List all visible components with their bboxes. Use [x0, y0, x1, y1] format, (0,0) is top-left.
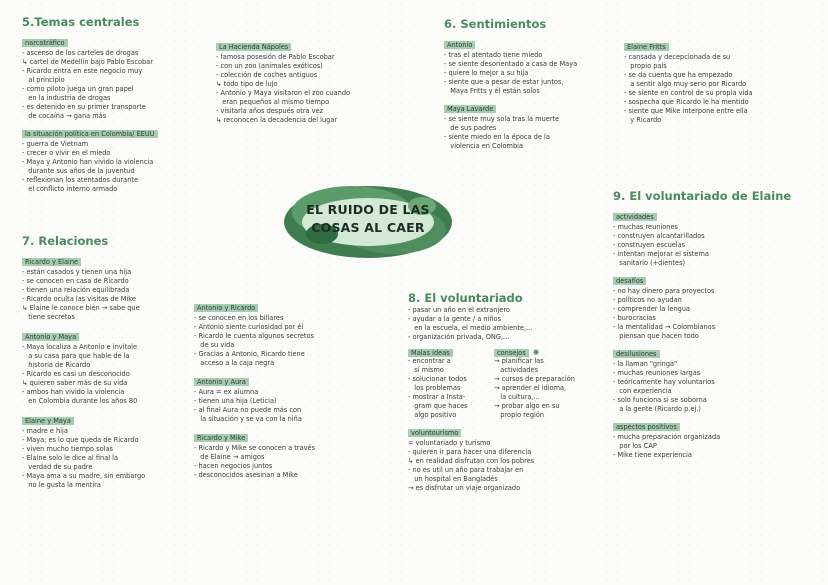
note-line: - teóricamente hay voluntarios	[613, 378, 715, 386]
group-label: la situación política en Colombia/ EEUU	[22, 130, 158, 138]
note-line: → aprender el idioma,	[494, 384, 567, 392]
note-line: - pasar un año en el extranjero	[408, 306, 510, 314]
note-line: - organización privada, ONG,...	[408, 333, 510, 341]
title-badge	[282, 182, 454, 262]
note-line: - construyen escuelas	[613, 241, 686, 249]
group-lines	[216, 53, 350, 125]
group-lines	[613, 223, 791, 268]
group-label: Ricardo y Mike	[194, 434, 248, 442]
note-line: - Ricardo es casi un desconocido	[22, 370, 130, 378]
note-line: - comprender la lengua	[613, 305, 691, 313]
group-label: Antonio y Ricardo	[194, 304, 258, 312]
group-label: Antonio	[444, 41, 475, 49]
group-lines	[194, 314, 315, 368]
note-line: al principio	[22, 76, 65, 84]
group-lines	[444, 51, 577, 96]
group-lines	[613, 287, 791, 341]
bad-ideas-column	[408, 348, 488, 420]
note-line: en la escuela, el medio ambiente,...	[408, 324, 533, 332]
note-line: - ascenso de los carteles de drogas	[22, 49, 139, 57]
section-7-heading: 7. Relaciones	[22, 234, 109, 248]
note-line: de Elaine → amigos	[194, 453, 265, 461]
section-6-heading: 6. Sentimientos	[444, 17, 547, 31]
section-9-heading: 9. El voluntariado de Elaine	[613, 189, 792, 203]
group-label: voluntourismo	[408, 429, 461, 437]
note-line: - Maya localiza a Antonio e invitale	[22, 343, 138, 351]
note-line: - se da cuenta que ha empezado	[624, 71, 733, 79]
group-label: Maya Lavarde	[444, 105, 496, 113]
note-line: - es detenido en su primer transporte	[22, 103, 146, 111]
group-label: narcotráfico	[22, 39, 68, 47]
note-line: durante sus años de la juventud	[22, 167, 135, 175]
group-lines	[22, 49, 158, 121]
note-line: - Aura = ex alumna	[194, 388, 259, 396]
note-line: - siente que Mike interpone entre ella	[624, 107, 748, 115]
group-lines	[494, 357, 575, 420]
section-temas-centrales	[22, 15, 158, 194]
note-line: - solucionar todos	[408, 375, 467, 383]
note-line: - Antonio y Maya visitaron el zoo cuando	[216, 89, 351, 97]
note-line: → es disfrutar un viaje organizado	[408, 484, 521, 492]
note-line: ↳ quieren saber más de su vida	[22, 379, 128, 387]
group-label: Antonio y Maya	[22, 333, 79, 341]
section-relaciones-2	[194, 295, 315, 480]
note-line: - construyen alcantarillados	[613, 232, 705, 240]
note-line: ↳ reconocen la decadencia del lugar	[216, 116, 338, 124]
note-line: - cansada y decepcionada de su	[624, 53, 731, 61]
group-lines	[613, 360, 791, 414]
note-line: - Maya ama a su madre, sin embargo	[22, 472, 146, 480]
title-line-2: COSAS AL CAER	[311, 220, 425, 235]
group-lines	[194, 388, 315, 424]
note-line: - madre e hija	[22, 427, 68, 435]
note-line: - ambos han vivido la violencia	[22, 388, 125, 396]
note-line: - Ricardo oculta las visitas de Mike	[22, 295, 136, 303]
note-line: con experiencia	[613, 387, 672, 395]
note-line: - visitarla años después otra vez	[216, 107, 324, 115]
note-line: - Mike tiene experiencia	[613, 451, 692, 459]
note-line: - mucha preparación organizada	[613, 433, 721, 441]
note-line: - como piloto juega un gran papel	[22, 85, 134, 93]
note-line: no le gusta la mentira	[22, 481, 101, 489]
note-line: un hospital en Bangladés	[408, 475, 498, 483]
section-relaciones	[22, 234, 145, 490]
note-line: acceso a la caja negra	[194, 359, 275, 367]
ideas-tips-columns	[408, 348, 575, 420]
note-line: eran pequeños al mismo tiempo	[216, 98, 330, 106]
note-line: - colección de coches antiguos	[216, 71, 318, 79]
note-line: - tienen una hija (Leticia)	[194, 397, 277, 405]
note-line: el conflicto interno armado	[22, 185, 118, 193]
note-line: Maya Fritts y él están solos	[444, 87, 540, 95]
intro-lines	[408, 306, 575, 342]
note-line: - Ricardo entra en este negocio muy	[22, 67, 143, 75]
note-line: - tras el atentado tiene miedo	[444, 51, 543, 59]
note-line: - crecer o vivir en el miedo	[22, 149, 111, 157]
group-label: desafíos	[613, 277, 646, 285]
note-line: de sus padres	[444, 124, 497, 132]
note-line: - viven mucho tiempo solas	[22, 445, 113, 453]
note-line: - encontrar a	[408, 357, 451, 365]
group-label: aspectos positivos	[613, 423, 680, 431]
note-line: - Ricardo le cuenta algunos secretos	[194, 332, 314, 340]
note-line: - guerra de Vietnam	[22, 140, 89, 148]
section-8-heading: 8. El voluntariado	[408, 291, 523, 305]
note-line: historia de Ricardo	[22, 361, 91, 369]
note-line: - hacen negocios juntos	[194, 462, 273, 470]
note-line: - tienen una relación equilibrada	[22, 286, 130, 294]
note-line: ↳ todo tipo de lujo	[216, 80, 278, 88]
tips-column	[494, 348, 575, 420]
note-line: - Maya y Antonio han vivido la violencia	[22, 158, 154, 166]
note-line: → planificar las	[494, 357, 544, 365]
note-line: - Antonio siente curiosidad por él	[194, 323, 304, 331]
note-line: actividades	[494, 366, 539, 374]
note-line: a la gente (Ricardo p.ej.)	[613, 405, 701, 413]
group-label: actividades	[613, 213, 657, 221]
note-line: - la mentalidad → Colombianos	[613, 323, 716, 331]
note-line: - mostrar a Insta-	[408, 393, 466, 401]
note-line: - intentan mejorar el sistema	[613, 250, 709, 258]
note-line: - siente que a pesar de estar juntos,	[444, 78, 564, 86]
note-line: - muchas reuniones largas	[613, 369, 701, 377]
note-line: - se conocen en los billares	[194, 314, 284, 322]
note-line: sí mismo	[408, 366, 444, 374]
group-lines	[194, 444, 315, 480]
note-line: - políticos no ayudan	[613, 296, 682, 304]
note-line: - se siente en control de su propia vida	[624, 89, 753, 97]
group-lines	[444, 115, 577, 151]
group-lines	[408, 357, 488, 420]
note-line: → probar algo en su	[494, 402, 560, 410]
note-line: - no es util un año para trabajar en	[408, 466, 524, 474]
note-line: - Maya: es lo que queda de Ricardo	[22, 436, 139, 444]
section-sentimientos	[444, 17, 577, 151]
note-line: - están casados y tienen una hija	[22, 268, 132, 276]
note-line: - desconocidos asesinan a Mike	[194, 471, 298, 479]
note-line: - al final Aura no puede más con	[194, 406, 302, 414]
group-label: consejos	[494, 349, 529, 357]
note-line: en Colombia durante los años 80	[22, 397, 138, 405]
note-line: por los CAP	[613, 442, 657, 450]
group-lines	[613, 433, 791, 460]
note-line: - siente miedo en la época de la	[444, 133, 550, 141]
note-line: - con un zoo (animales exóticos)	[216, 62, 323, 70]
section-voluntariado	[408, 291, 575, 493]
note-line: y Ricardo	[624, 116, 662, 124]
note-line: en la industria de drogas	[22, 94, 111, 102]
note-line: - se conocen en casa de Ricardo	[22, 277, 129, 285]
note-line: violencia en Colombia	[444, 142, 524, 150]
section-voluntariado-elaine	[613, 189, 791, 460]
note-line: la cultura,...	[494, 393, 540, 401]
note-line: de cocaína → gana más	[22, 112, 107, 120]
note-line: - quieren ir para hacer una diferencia	[408, 448, 532, 456]
group-lines	[22, 343, 145, 406]
note-line: → cursos de preparación	[494, 375, 575, 383]
section-elaine-fritts	[624, 34, 753, 125]
section-hacienda	[216, 34, 350, 125]
note-line: a su casa para que hable de la	[22, 352, 130, 360]
note-line: algo positivo	[408, 411, 457, 419]
note-line: - se siente muy sola tras la muerte	[444, 115, 560, 123]
note-line: - se siente desorientado a casa de Maya	[444, 60, 578, 68]
note-line: - muchas reuniones	[613, 223, 678, 231]
group-label: Antonio y Aura	[194, 378, 249, 386]
note-line: - la llaman "gringa"	[613, 360, 678, 368]
note-line: propio región	[494, 411, 545, 419]
group-label: Malas ideas	[408, 349, 453, 357]
group-lines	[22, 268, 145, 322]
note-line: ↳ Elaine le conoce bien → sabe que	[22, 304, 140, 312]
group-label: desilusiones	[613, 350, 660, 358]
note-line: verdad de su padre	[22, 463, 93, 471]
group-label: La Hacienda Nápoles	[216, 43, 291, 51]
note-line: - Gracias a Antonio, Ricardo tiene	[194, 350, 305, 358]
note-line: ↳ cartel de Medellín bajo Pablo Escobar	[22, 58, 153, 66]
group-label: Elaine y Maya	[22, 417, 74, 425]
section-5-heading: 5.Temas centrales	[22, 15, 140, 29]
note-line: - solo funciona si se soborna	[613, 396, 707, 404]
note-line: - quiere lo mejor a su hija	[444, 69, 529, 77]
note-line: = voluntariado y turismo	[408, 439, 491, 447]
title-line-1: EL RUIDO DE LAS	[306, 202, 430, 217]
note-line: - ayudar a la gente / a niños	[408, 315, 502, 323]
note-line: - no hay dinero para proyectos	[613, 287, 715, 295]
note-line: de su vida	[194, 341, 235, 349]
group-lines	[624, 53, 753, 125]
note-line: - Elaine solo le dice al final la	[22, 454, 119, 462]
note-line: piensan que hacen todo	[613, 332, 699, 340]
note-line: ↳ en realidad disfrutan con los pobres	[408, 457, 535, 465]
group-lines	[22, 427, 145, 490]
note-line: gram que haces	[408, 402, 468, 410]
group-label: Ricardo y Elaine	[22, 258, 81, 266]
note-line: la situación y se va con la niña	[194, 415, 302, 423]
group-label: Elaine Fritts	[624, 43, 669, 51]
note-line: los problemas	[408, 384, 461, 392]
note-line: - Ricardo y Mike se conocen a través	[194, 444, 316, 452]
note-line: sanitario (+dientes)	[613, 259, 686, 267]
note-line: propio país	[624, 62, 667, 70]
note-line: tiene secretos	[22, 313, 75, 321]
note-line: - sospecha que Ricardo le ha mentido	[624, 98, 749, 106]
group-lines	[408, 439, 575, 493]
note-line: - famosa posesión de Pablo Escobar	[216, 53, 335, 61]
note-line: - reflexionan los atentados durante	[22, 176, 139, 184]
lightbulb-icon: ✺	[532, 348, 540, 357]
note-line: a sentir algo muy serio por Ricardo	[624, 80, 747, 88]
note-line: - burocracias	[613, 314, 656, 322]
group-lines	[22, 140, 158, 194]
